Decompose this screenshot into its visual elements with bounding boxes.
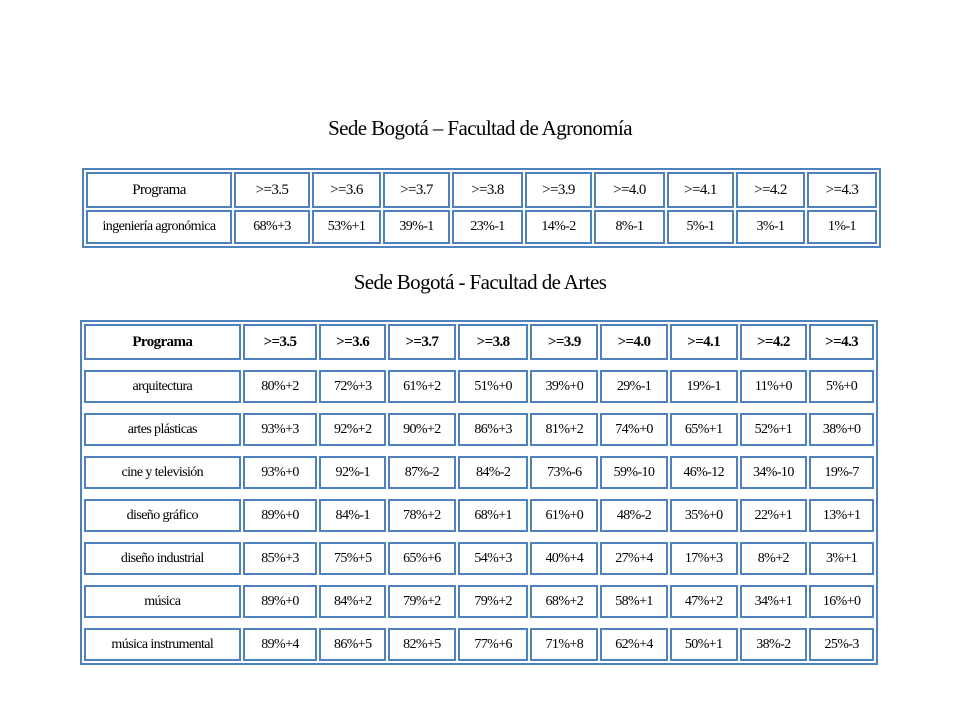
percentage-cell: 89%+0	[243, 585, 318, 618]
table-row	[84, 370, 874, 403]
header-cell-threshold: >=4.0	[600, 324, 668, 360]
percentage-cell: 71%+8	[530, 628, 598, 661]
row-gap	[84, 405, 874, 411]
percentage-cell: 84%+2	[319, 585, 386, 618]
percentage-cell: 79%+2	[388, 585, 456, 618]
percentage-cell: 16%+0	[809, 585, 874, 618]
program-name-cell: diseño gráfico	[84, 499, 241, 532]
percentage-cell: 34%-10	[740, 456, 808, 489]
row-gap	[84, 362, 874, 368]
header-cell-threshold: >=4.2	[740, 324, 808, 360]
percentage-cell: 35%+0	[670, 499, 738, 532]
program-name-cell: música instrumental	[84, 628, 241, 661]
header-cell-threshold: >=3.6	[319, 324, 386, 360]
percentage-cell: 23%-1	[452, 210, 523, 244]
header-cell-threshold: >=4.2	[736, 172, 805, 208]
table1-title: Sede Bogotá – Facultad de Agronomía	[328, 116, 632, 140]
percentage-cell: 19%-7	[809, 456, 874, 489]
percentage-cell: 8%-1	[594, 210, 665, 244]
header-cell-threshold: >=4.0	[594, 172, 665, 208]
header-cell-threshold: >=3.7	[388, 324, 456, 360]
header-cell-threshold: >=4.1	[667, 172, 734, 208]
header-cell-threshold: >=3.8	[452, 172, 523, 208]
program-name-cell: música	[84, 585, 241, 618]
row-gap	[84, 448, 874, 454]
percentage-cell: 89%+0	[243, 499, 318, 532]
percentage-cell: 17%+3	[670, 542, 738, 575]
table-row	[84, 456, 874, 489]
percentage-cell: 61%+0	[530, 499, 598, 532]
percentage-cell: 61%+2	[388, 370, 456, 403]
percentage-cell: 78%+2	[388, 499, 456, 532]
percentage-cell: 5%+0	[809, 370, 874, 403]
percentage-cell: 27%+4	[600, 542, 668, 575]
percentage-cell: 39%-1	[383, 210, 450, 244]
percentage-cell: 39%+0	[530, 370, 598, 403]
percentage-cell: 68%+2	[530, 585, 598, 618]
table-row	[84, 585, 874, 618]
percentage-cell: 29%-1	[600, 370, 668, 403]
program-name-cell: ingeniería agronómica	[86, 210, 232, 244]
percentage-cell: 52%+1	[740, 413, 808, 446]
row-gap	[84, 620, 874, 626]
row-gap	[84, 577, 874, 583]
program-name-cell: cine y televisión	[84, 456, 241, 489]
header-cell-threshold: >=3.5	[234, 172, 310, 208]
percentage-cell: 90%+2	[388, 413, 456, 446]
percentage-cell: 65%+1	[670, 413, 738, 446]
percentage-cell: 68%+1	[458, 499, 529, 532]
percentage-cell: 19%-1	[670, 370, 738, 403]
header-cell-threshold: >=4.1	[670, 324, 738, 360]
percentage-cell: 13%+1	[809, 499, 874, 532]
percentage-cell: 38%-2	[740, 628, 808, 661]
percentage-cell: 86%+5	[319, 628, 386, 661]
header-cell-threshold: >=3.9	[525, 172, 592, 208]
percentage-cell: 58%+1	[600, 585, 668, 618]
percentage-cell: 74%+0	[600, 413, 668, 446]
percentage-cell: 93%+0	[243, 456, 318, 489]
percentage-cell: 11%+0	[740, 370, 808, 403]
percentage-cell: 47%+2	[670, 585, 738, 618]
program-name-cell: arquitectura	[84, 370, 241, 403]
percentage-cell: 46%-12	[670, 456, 738, 489]
percentage-cell: 53%+1	[312, 210, 381, 244]
program-name-cell: artes plásticas	[84, 413, 241, 446]
table-row	[84, 628, 874, 661]
percentage-cell: 92%-1	[319, 456, 386, 489]
percentage-cell: 50%+1	[670, 628, 738, 661]
percentage-cell: 93%+3	[243, 413, 318, 446]
program-name-cell: diseño industrial	[84, 542, 241, 575]
header-cell-threshold: >=3.7	[383, 172, 450, 208]
row-gap	[84, 491, 874, 497]
artes-table	[80, 320, 878, 665]
percentage-cell: 48%-2	[600, 499, 668, 532]
table-row	[86, 210, 877, 244]
percentage-cell: 14%-2	[525, 210, 592, 244]
header-cell-threshold: >=3.6	[312, 172, 381, 208]
percentage-cell: 62%+4	[600, 628, 668, 661]
percentage-cell: 5%-1	[667, 210, 734, 244]
header-row	[84, 324, 874, 360]
percentage-cell: 1%-1	[807, 210, 877, 244]
percentage-cell: 77%+6	[458, 628, 529, 661]
header-cell-threshold: >=4.3	[809, 324, 874, 360]
agronomia-table	[82, 168, 881, 248]
percentage-cell: 92%+2	[319, 413, 386, 446]
percentage-cell: 59%-10	[600, 456, 668, 489]
percentage-cell: 40%+4	[530, 542, 598, 575]
percentage-cell: 82%+5	[388, 628, 456, 661]
percentage-cell: 79%+2	[458, 585, 529, 618]
percentage-cell: 3%-1	[736, 210, 805, 244]
header-cell-program: Programa	[86, 172, 232, 208]
percentage-cell: 89%+4	[243, 628, 318, 661]
percentage-cell: 38%+0	[809, 413, 874, 446]
header-cell-threshold: >=3.8	[458, 324, 529, 360]
percentage-cell: 84%-1	[319, 499, 386, 532]
percentage-cell: 75%+5	[319, 542, 386, 575]
percentage-cell: 73%-6	[530, 456, 598, 489]
percentage-cell: 85%+3	[243, 542, 318, 575]
header-cell-program: Programa	[84, 324, 241, 360]
table-row	[84, 499, 874, 532]
header-cell-threshold: >=3.9	[530, 324, 598, 360]
percentage-cell: 87%-2	[388, 456, 456, 489]
percentage-cell: 68%+3	[234, 210, 310, 244]
table-row	[84, 542, 874, 575]
percentage-cell: 72%+3	[319, 370, 386, 403]
percentage-cell: 84%-2	[458, 456, 529, 489]
percentage-cell: 25%-3	[809, 628, 874, 661]
percentage-cell: 51%+0	[458, 370, 529, 403]
table2-title: Sede Bogotá - Facultad de Artes	[353, 270, 607, 294]
header-cell-threshold: >=3.5	[243, 324, 318, 360]
percentage-cell: 81%+2	[530, 413, 598, 446]
table-row	[84, 413, 874, 446]
row-gap	[84, 534, 874, 540]
percentage-cell: 22%+1	[740, 499, 808, 532]
percentage-cell: 3%+1	[809, 542, 874, 575]
percentage-cell: 80%+2	[243, 370, 318, 403]
percentage-cell: 34%+1	[740, 585, 808, 618]
percentage-cell: 86%+3	[458, 413, 529, 446]
percentage-cell: 54%+3	[458, 542, 529, 575]
percentage-cell: 8%+2	[740, 542, 808, 575]
header-cell-threshold: >=4.3	[807, 172, 877, 208]
header-row	[86, 172, 877, 208]
percentage-cell: 65%+6	[388, 542, 456, 575]
